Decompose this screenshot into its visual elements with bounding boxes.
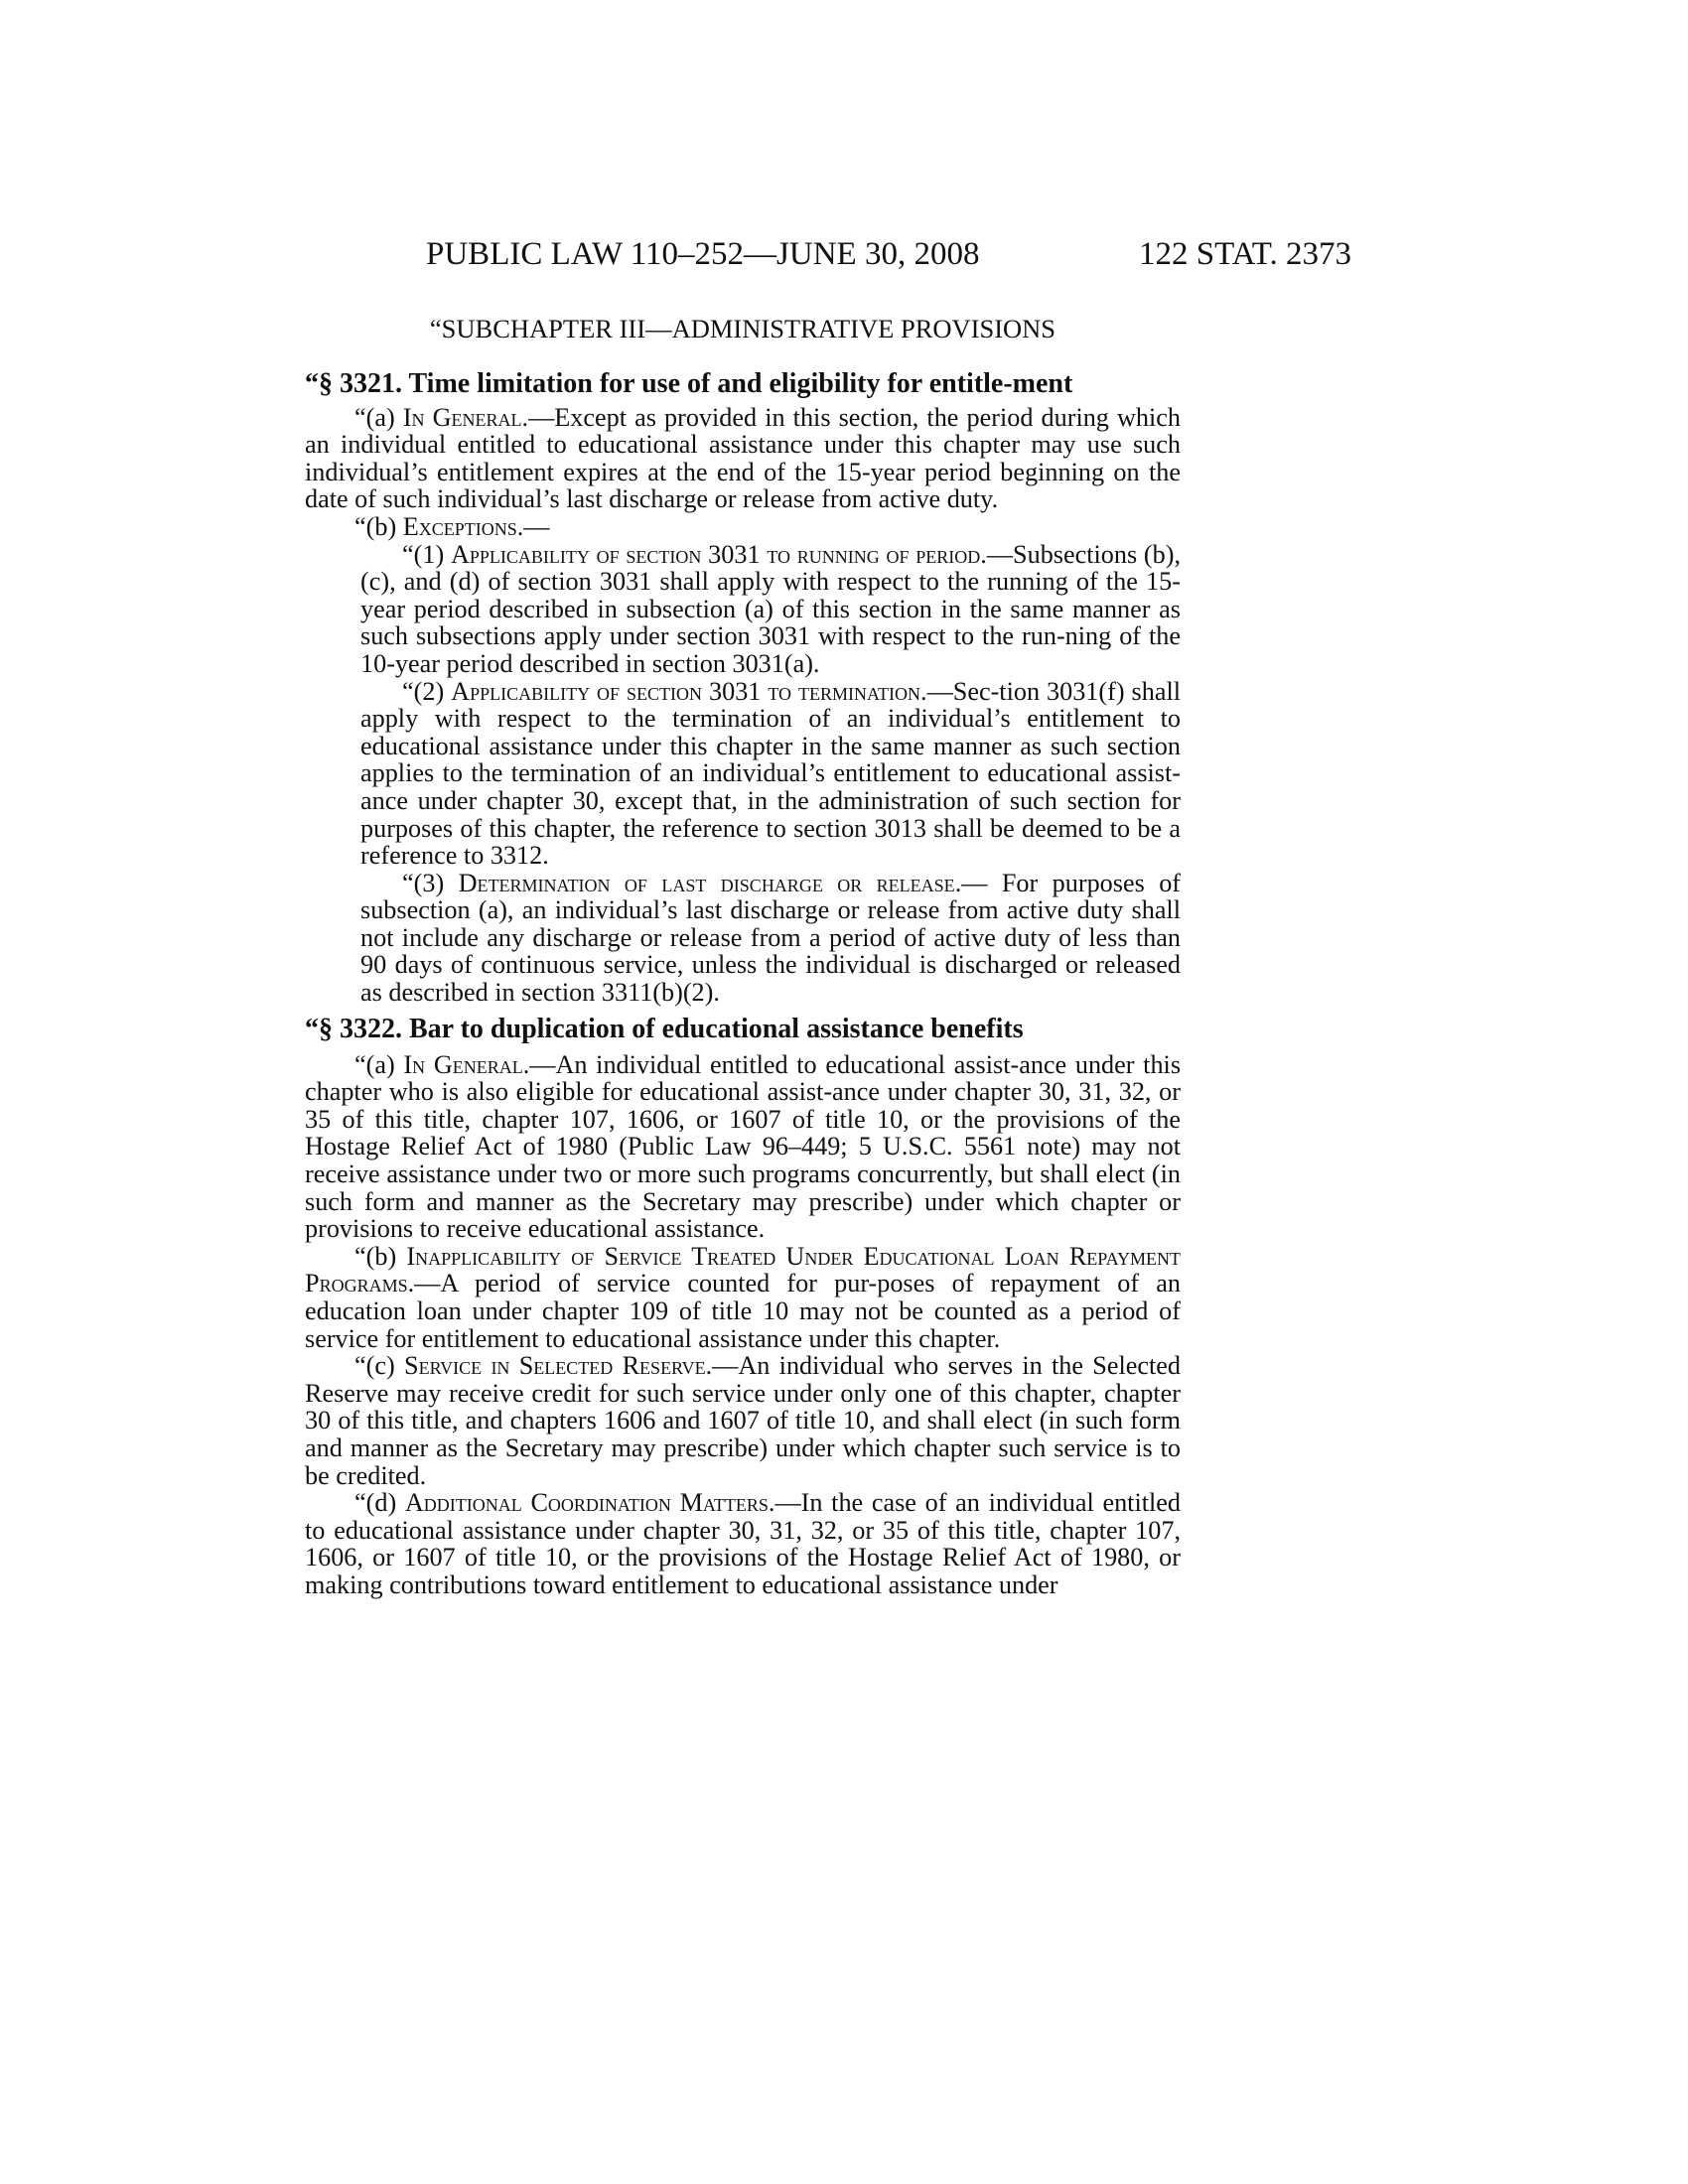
section-3321-paragraph-3 (305, 870, 1181, 1007)
label: “(c) (354, 1351, 395, 1381)
text: .— For purposes of subsection (a), an individual’s last discharge or release from active duty shall not include any discharge or release from a period of active duty of less than 90 days of continuous service, unless the individual is discharged or released as described in section 3311(b)(2). (360, 868, 1182, 1008)
page-header (0, 236, 1688, 286)
section-3321-subsection-a (305, 404, 1181, 513)
label: “(2) (402, 676, 445, 706)
label: “(3) (402, 868, 445, 897)
caption: Inapplicability of Service Treated Under Educational Loan Repayment Programs (305, 1241, 1182, 1298)
section-3321-subsection-b (305, 513, 1181, 541)
label: “(d) (354, 1488, 397, 1518)
text: .—Sec-tion 3031(f) shall apply with respect to the termination of an individual’s entitlement to educational assistance under this chapter in the same manner as such section applies to the termination of an individual’s entitlement to educational assist-ance under chapter 30, except that, in the administration of such section for purposes of this chapter, the reference to section 3013 shall be deemed to be a reference to 3312. (360, 676, 1181, 871)
section-3322-subsection-d (305, 1489, 1181, 1598)
section-3322-subsection-b (305, 1243, 1181, 1352)
label: “(a) (354, 1049, 395, 1079)
section-3322-subsection-a (305, 1051, 1181, 1243)
caption: In General (402, 402, 522, 432)
caption: Applicability of section 3031 to running of period (450, 539, 981, 569)
document-body (305, 316, 1181, 1599)
text: .—In the case of an individual entitled to educational assistance under chapter 30, 31, 32, or 35 of this title, chapter 107, 1606, or 1607 of title 10, or the provisions of the Hostage Relief Act of 1980, or making contributions toward entitlement to educational assistance under (305, 1488, 1181, 1599)
text: .—Except as provided in this section, the period during which an individual entitled to educational assistance under this chapter may use such individual’s entitlement expires at the end of the 15-year period beginning on the date of such individual’s last discharge or release from active duty. (305, 402, 1182, 514)
caption: Service in Selected Reserve (404, 1351, 706, 1381)
public-law-title: PUBLIC LAW 110–252—JUNE 30, 2008 (426, 236, 980, 272)
label: “(1) (402, 539, 445, 569)
caption: In General (403, 1049, 523, 1079)
text: .—Subsections (b), (c), and (d) of section 3031 shall apply with respect to the running of the 15-year period described in subsection (a) of this section in the same manner as such subsections apply under section 3031 with respect to the run-ning of the 10-year period described in section 3031(a). (360, 539, 1182, 678)
section-3322-subsection-c (305, 1352, 1181, 1489)
section-3321-heading: “§ 3321. Time limitation for use of and eligibility for entitle-ment (305, 367, 1073, 399)
subchapter-heading: “SUBCHAPTER III—ADMINISTRATIVE PROVISIONS (429, 314, 1056, 343)
section-3322-heading: “§ 3322. Bar to duplication of educational assistance benefits (305, 1013, 1024, 1044)
label: “(b) (354, 511, 397, 541)
caption: Determination of last discharge or release (458, 868, 955, 897)
caption: Exceptions (402, 511, 517, 541)
section-3321-paragraph-1 (305, 541, 1181, 678)
section-3321-paragraph-2 (305, 678, 1181, 870)
label: “(b) (354, 1241, 397, 1271)
text: .— (516, 511, 550, 541)
text: .—A period of service counted for pur-poses of repayment of an education loan under chapter 109 of title 10 may not be counted as a period of service for entitlement to educational assistance under this chapter. (305, 1269, 1181, 1353)
caption: Applicability of section 3031 to termination (451, 676, 921, 706)
label: “(a) (354, 402, 395, 432)
statute-page-number: 122 STAT. 2373 (1139, 236, 1352, 272)
caption: Additional Coordination Matters (404, 1488, 769, 1518)
text: .—An individual entitled to educational assist-ance under this chapter who is also eligible for educational assist-ance under chapter 30, 31, 32, or 35 of this title, chapter 107, 1606, or 1607 of title 10, or the provisions of the Hostage Relief Act of 1980 (Public Law 96–449; 5 U.S.C. 5561 note) may not receive assistance under two or more such programs concurrently, but shall elect (in such form and manner as the Secretary may prescribe) under which chapter or provisions to receive educational assistance. (305, 1049, 1182, 1244)
text: .—An individual who serves in the Selected Reserve may receive credit for such service under only one of this chapter, chapter 30 of this title, and chapters 1606 and 1607 of title 10, and shall elect (in such form and manner as the Secretary may prescribe) under which chapter such service is to be credited. (305, 1351, 1182, 1490)
